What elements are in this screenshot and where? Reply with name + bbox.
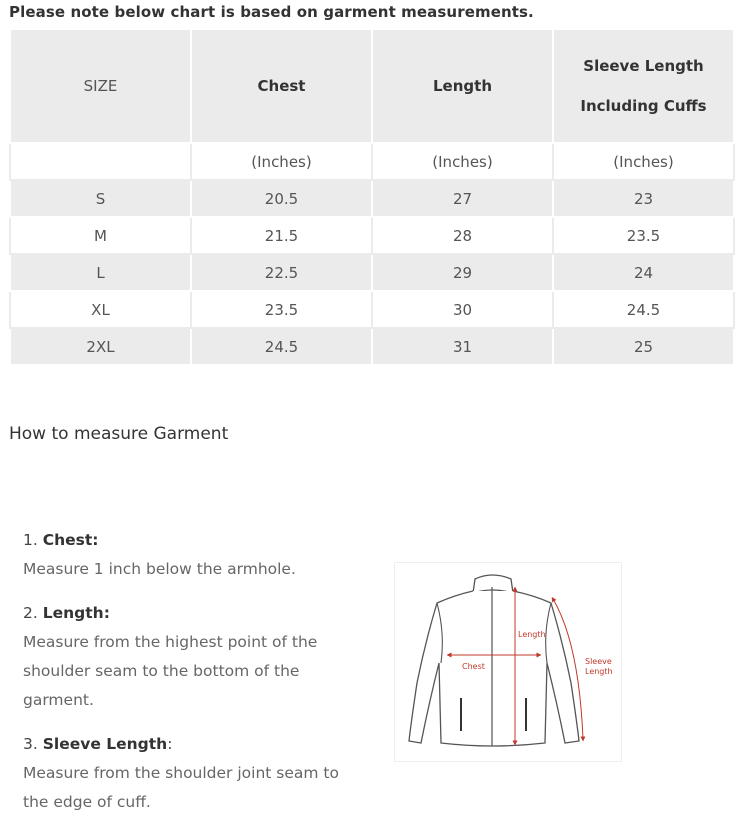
table-row: [10, 328, 734, 365]
step-chest: [23, 526, 363, 584]
jacket-collar: [473, 575, 513, 593]
step-number: 1.: [23, 531, 38, 549]
step-sleeve-length: [23, 730, 363, 817]
step-heading: [23, 526, 363, 555]
measure-instructions: [23, 526, 363, 832]
sleeve-label-line2: Length: [585, 667, 613, 676]
sleeve-cell: 23.5: [553, 217, 734, 254]
header-sleeve-line2: Including Cuffs: [580, 97, 707, 115]
step-text: Measure from the highest point of the shoulder seam to the bottom of the garment.: [23, 633, 318, 709]
sleeve-label-line1: Sleeve: [585, 657, 612, 666]
length-cell: 29: [372, 254, 553, 291]
units-cell: (Inches): [553, 143, 734, 180]
size-cell: XL: [10, 291, 191, 328]
how-to-measure-title: How to measure Garment: [9, 424, 229, 444]
length-label: Length: [518, 630, 546, 639]
chart-note: Please note below chart is based on garment measurements.: [9, 3, 534, 21]
chest-cell: 24.5: [191, 328, 372, 365]
step-length: [23, 599, 363, 715]
header-sleeve-length: [553, 29, 734, 143]
chest-label: Chest: [462, 662, 485, 671]
sleeve-cell: 24.5: [553, 291, 734, 328]
length-cell: 30: [372, 291, 553, 328]
header-length: Length: [372, 29, 553, 143]
header-chest: Chest: [191, 29, 372, 143]
chest-cell: 21.5: [191, 217, 372, 254]
size-cell: M: [10, 217, 191, 254]
jacket-measurement-diagram: [394, 562, 622, 762]
header-size: SIZE: [10, 29, 191, 143]
sleeve-cell: 25: [553, 328, 734, 365]
step-heading: [23, 599, 363, 628]
table-row: [10, 291, 734, 328]
sleeve-cell: 23: [553, 180, 734, 217]
table-row: [10, 254, 734, 291]
step-title: Sleeve Length: [42, 735, 168, 753]
table-row: [10, 180, 734, 217]
size-chart-table: [9, 28, 735, 366]
step-heading: [23, 730, 363, 759]
units-cell: (Inches): [191, 143, 372, 180]
step-title-suffix: :: [167, 735, 173, 753]
length-cell: 27: [372, 180, 553, 217]
jacket-illustration: [395, 563, 621, 761]
step-text: Measure from the shoulder joint seam to the edge of cuff.: [23, 764, 339, 811]
size-cell: L: [10, 254, 191, 291]
step-number: 2.: [23, 604, 38, 622]
jacket-body: [409, 591, 579, 746]
step-number: 3.: [23, 735, 38, 753]
table-header-row: [10, 29, 734, 143]
step-title: Chest:: [42, 531, 99, 549]
step-text: Measure 1 inch below the armhole.: [23, 560, 296, 578]
table-row: [10, 217, 734, 254]
header-sleeve-line1: Sleeve Length: [583, 57, 704, 75]
sleeve-cell: 24: [553, 254, 734, 291]
units-row: [10, 143, 734, 180]
size-cell: S: [10, 180, 191, 217]
chest-cell: 23.5: [191, 291, 372, 328]
length-cell: 31: [372, 328, 553, 365]
chest-cell: 20.5: [191, 180, 372, 217]
units-cell: (Inches): [372, 143, 553, 180]
units-cell: [10, 143, 191, 180]
length-cell: 28: [372, 217, 553, 254]
chest-cell: 22.5: [191, 254, 372, 291]
size-cell: 2XL: [10, 328, 191, 365]
step-title: Length:: [42, 604, 110, 622]
